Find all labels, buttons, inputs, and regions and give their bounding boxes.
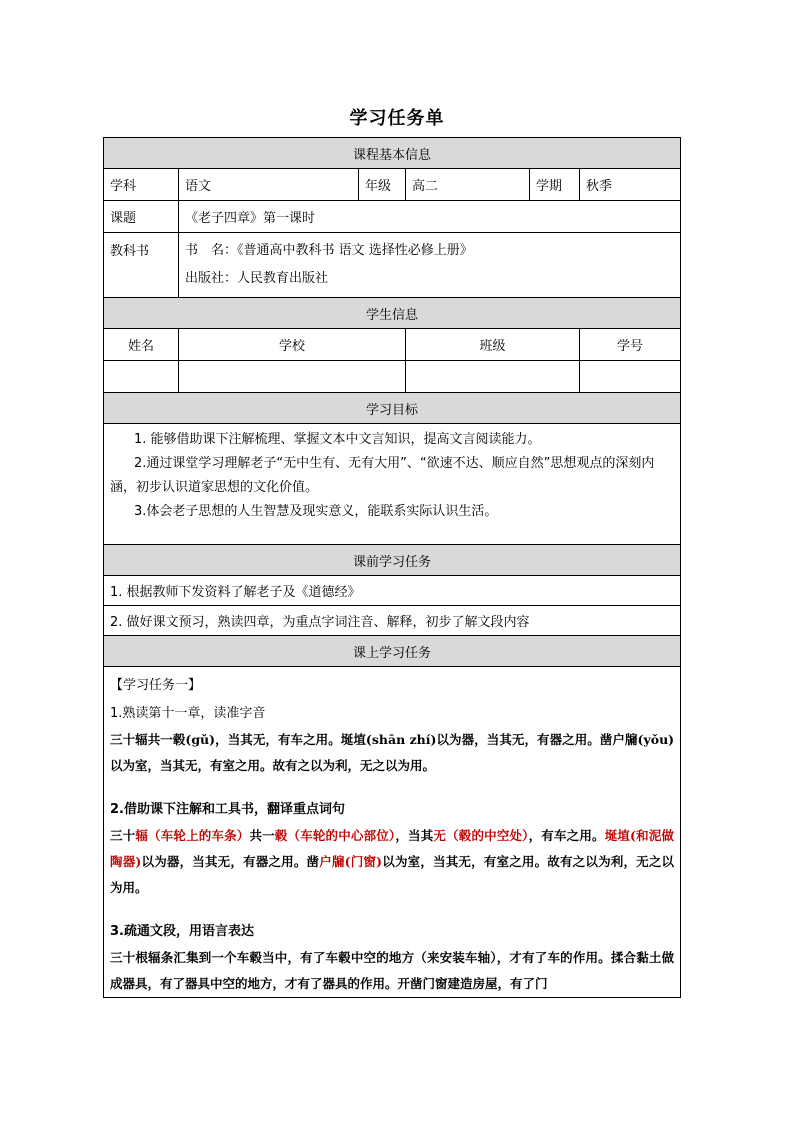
s2-keyword: 户牖: [319, 854, 345, 869]
pre-task-item: 2. 做好课文预习，熟读四章，为重点字词注音、解释，初步了解文段内容: [104, 606, 681, 636]
class-task-content: [104, 667, 681, 998]
col-name: 姓名: [104, 329, 179, 361]
task-heading: 【学习任务一】: [110, 678, 202, 693]
step1-title: 1.熟读第十一章，读准字音: [110, 706, 266, 721]
term-value: 秋季: [580, 169, 681, 201]
school-cell[interactable]: [179, 361, 406, 393]
s2-note: (门窗): [344, 854, 383, 869]
goal-item: 2.通过课堂学习理解老子“无中生有、无有大用”、“欲速不达、顺应自然”思想观点的深刻内涵，初步认识道家思想的文化价值。: [110, 456, 655, 495]
textbook-info: [179, 233, 681, 298]
step2-title: 2.借助课下注解和工具书，翻译重点词句: [110, 802, 345, 817]
subject-label: 学科: [104, 169, 179, 201]
topic-value: 《老子四章》第一课时: [179, 201, 681, 233]
s2-keyword: 无: [433, 828, 447, 843]
student-id-cell[interactable]: [580, 361, 681, 393]
s2-keyword: 辐: [135, 828, 149, 843]
goal-item: 3.体会老子思想的人生智慧及现实意义，能联系实际认识生活。: [134, 504, 498, 519]
topic-label: 课题: [104, 201, 179, 233]
task-sheet-table: [103, 137, 681, 998]
s2-note: （车轮的中心部位）: [287, 828, 396, 843]
col-school: 学校: [179, 329, 406, 361]
s2-plain: 以为器，当其无，有器之用。凿: [141, 854, 320, 869]
section-header-basic: 课程基本信息: [104, 138, 681, 169]
s2-plain: ，有车之用。: [528, 828, 605, 843]
s2-note: （车轮上的车条）: [148, 828, 250, 843]
section-header-student: 学生信息: [104, 298, 681, 329]
s2-keyword: 埏埴: [604, 828, 631, 843]
book-name: 书 名：《普通高中教科书 语文 选择性必修上册》: [185, 243, 473, 258]
name-cell[interactable]: [104, 361, 179, 393]
term-label: 学期: [530, 169, 580, 201]
grade-label: 年级: [359, 169, 406, 201]
page-title: 学习任务单: [349, 108, 445, 129]
section-header-pre-tasks: 课前学习任务: [104, 545, 681, 576]
col-student-id: 学号: [580, 329, 681, 361]
s2-keyword: 毂: [274, 828, 288, 843]
grade-value: 高二: [406, 169, 530, 201]
col-class: 班级: [406, 329, 580, 361]
subject-value: 语文: [179, 169, 359, 201]
section-header-goals: 学习目标: [104, 393, 681, 424]
section-header-class-tasks: 课上学习任务: [104, 636, 681, 667]
s2-plain: 以为室，当其无，有室之用。故有之以为利，无之以为用。: [110, 854, 675, 895]
s2-note: (和泥做陶器): [110, 828, 674, 869]
step3-text: 三十根辐条汇集到一个车毂当中，有了车毂中空的地方（来安装车轴），才有了车的作用。揉合黏土做成器具，有了器具中空的地方，才有了器具的作用。开凿门窗建造房屋，有了门: [110, 950, 675, 991]
publisher: 出版社：人民教育出版社: [185, 271, 329, 286]
textbook-label: 教科书: [104, 233, 179, 298]
class-cell[interactable]: [406, 361, 580, 393]
step3-title: 3.疏通文段，用语言表达: [110, 924, 254, 939]
s2-note: （毂的中空处）: [446, 828, 529, 843]
step2-text: [110, 823, 674, 901]
pre-task-item: 1. 根据教师下发资料了解老子及《道德经》: [104, 576, 681, 606]
step1-text: 三十辐共一毂(gǔ)，当其无，有车之用。埏埴(shān zhí)以为器，当其无，有器之用。凿户牖(yǒu)以为室，当其无，有室之用。故有之以为利，无之以为用。: [110, 732, 675, 773]
s2-plain: 共一: [249, 828, 275, 843]
goals-content: [104, 424, 681, 545]
s2-plain: ，当其: [395, 828, 434, 843]
goal-item: 1. 能够借助课下注解梳理、掌握文本中文言知识，提高文言阅读能力。: [134, 432, 541, 447]
s2-plain: 三十: [110, 828, 136, 843]
